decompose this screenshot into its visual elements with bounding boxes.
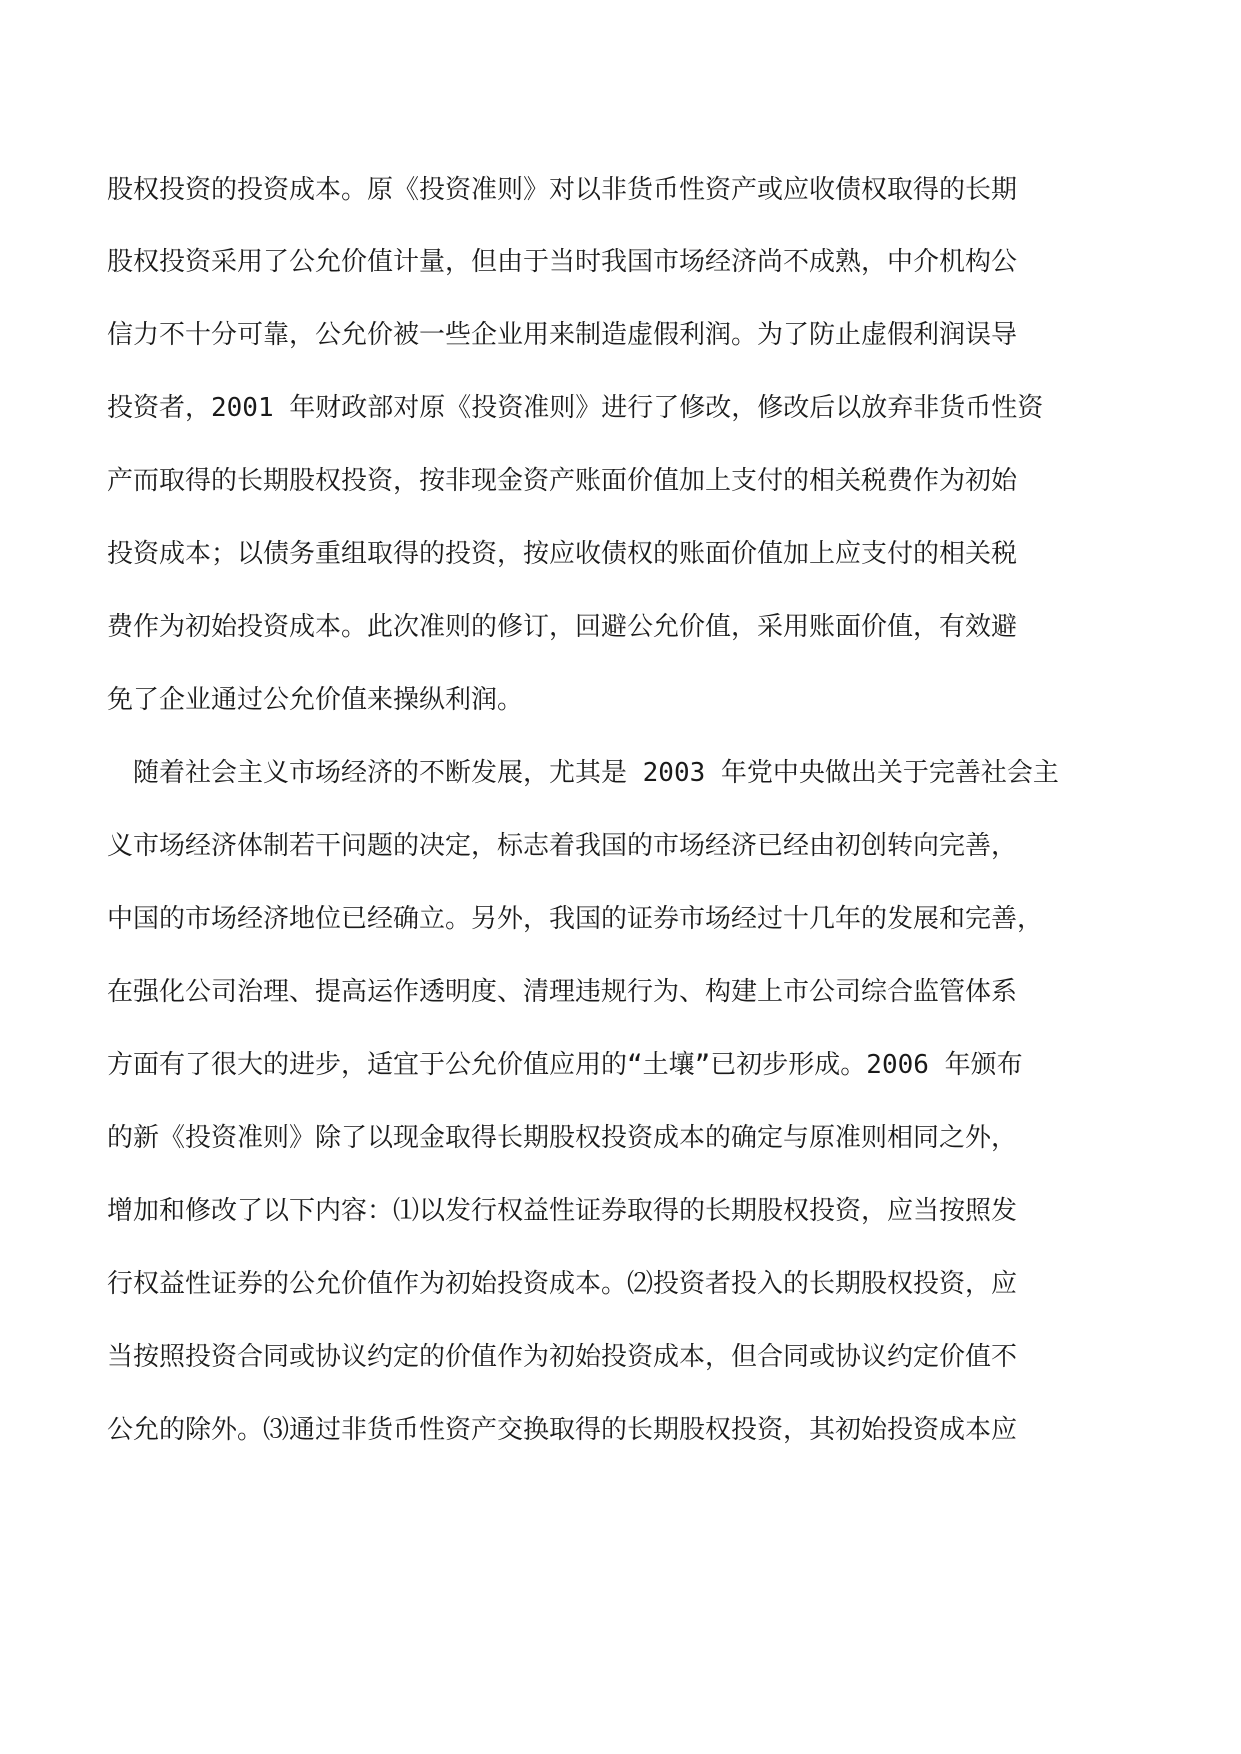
text-line: 费作为初始投资成本。此次准则的修订，回避公允价值，采用账面价值，有效避	[107, 612, 1018, 642]
text-line: 信力不十分可靠，公允价被一些企业用来制造虚假利润。为了防止虚假利润误导	[107, 320, 1018, 350]
text-line: 公允的除外。⑶通过非货币性资产交换取得的长期股权投资，其初始投资成本应	[107, 1415, 1018, 1445]
text-line: 投资者，2001 年财政部对原《投资准则》进行了修改，修改后以放弃非货币性资	[107, 393, 1044, 423]
text-line: 产而取得的长期股权投资，按非现金资产账面价值加上支付的相关税费作为初始	[107, 466, 1018, 496]
text-line: 股权投资采用了公允价值计量，但由于当时我国市场经济尚不成熟，中介机构公	[107, 247, 1018, 277]
text-line: 中国的市场经济地位已经确立。另外，我国的证券市场经过十几年的发展和完善，	[107, 904, 1044, 934]
text-line: 股权投资的投资成本。原《投资准则》对以非货币性资产或应收债权取得的长期	[107, 175, 1018, 205]
text-line: 行权益性证券的公允价值作为初始投资成本。⑵投资者投入的长期股权投资，应	[107, 1269, 1018, 1299]
text-line: 在强化公司治理、提高运作透明度、清理违规行为、构建上市公司综合监管体系	[107, 977, 1018, 1007]
text-line: 的新《投资准则》除了以现金取得长期股权投资成本的确定与原准则相同之外，	[107, 1123, 1018, 1153]
text-line: 投资成本；以债务重组取得的投资，按应收债权的账面价值加上应支付的相关税	[107, 539, 1018, 569]
text-line: 随着社会主义市场经济的不断发展，尤其是 2003 年党中央做出关于完善社会主	[107, 758, 1059, 788]
text-line: 方面有了很大的进步，适宜于公允价值应用的“土壤”已初步形成。2006 年颁布	[107, 1050, 1023, 1080]
text-line: 义市场经济体制若干问题的决定，标志着我国的市场经济已经由初创转向完善，	[107, 831, 1018, 861]
text-line: 免了企业通过公允价值来操纵利润。	[107, 685, 524, 715]
text-line: 增加和修改了以下内容：⑴以发行权益性证券取得的长期股权投资，应当按照发	[107, 1196, 1018, 1226]
text-line: 当按照投资合同或协议约定的价值作为初始投资成本，但合同或协议约定价值不	[107, 1342, 1018, 1372]
